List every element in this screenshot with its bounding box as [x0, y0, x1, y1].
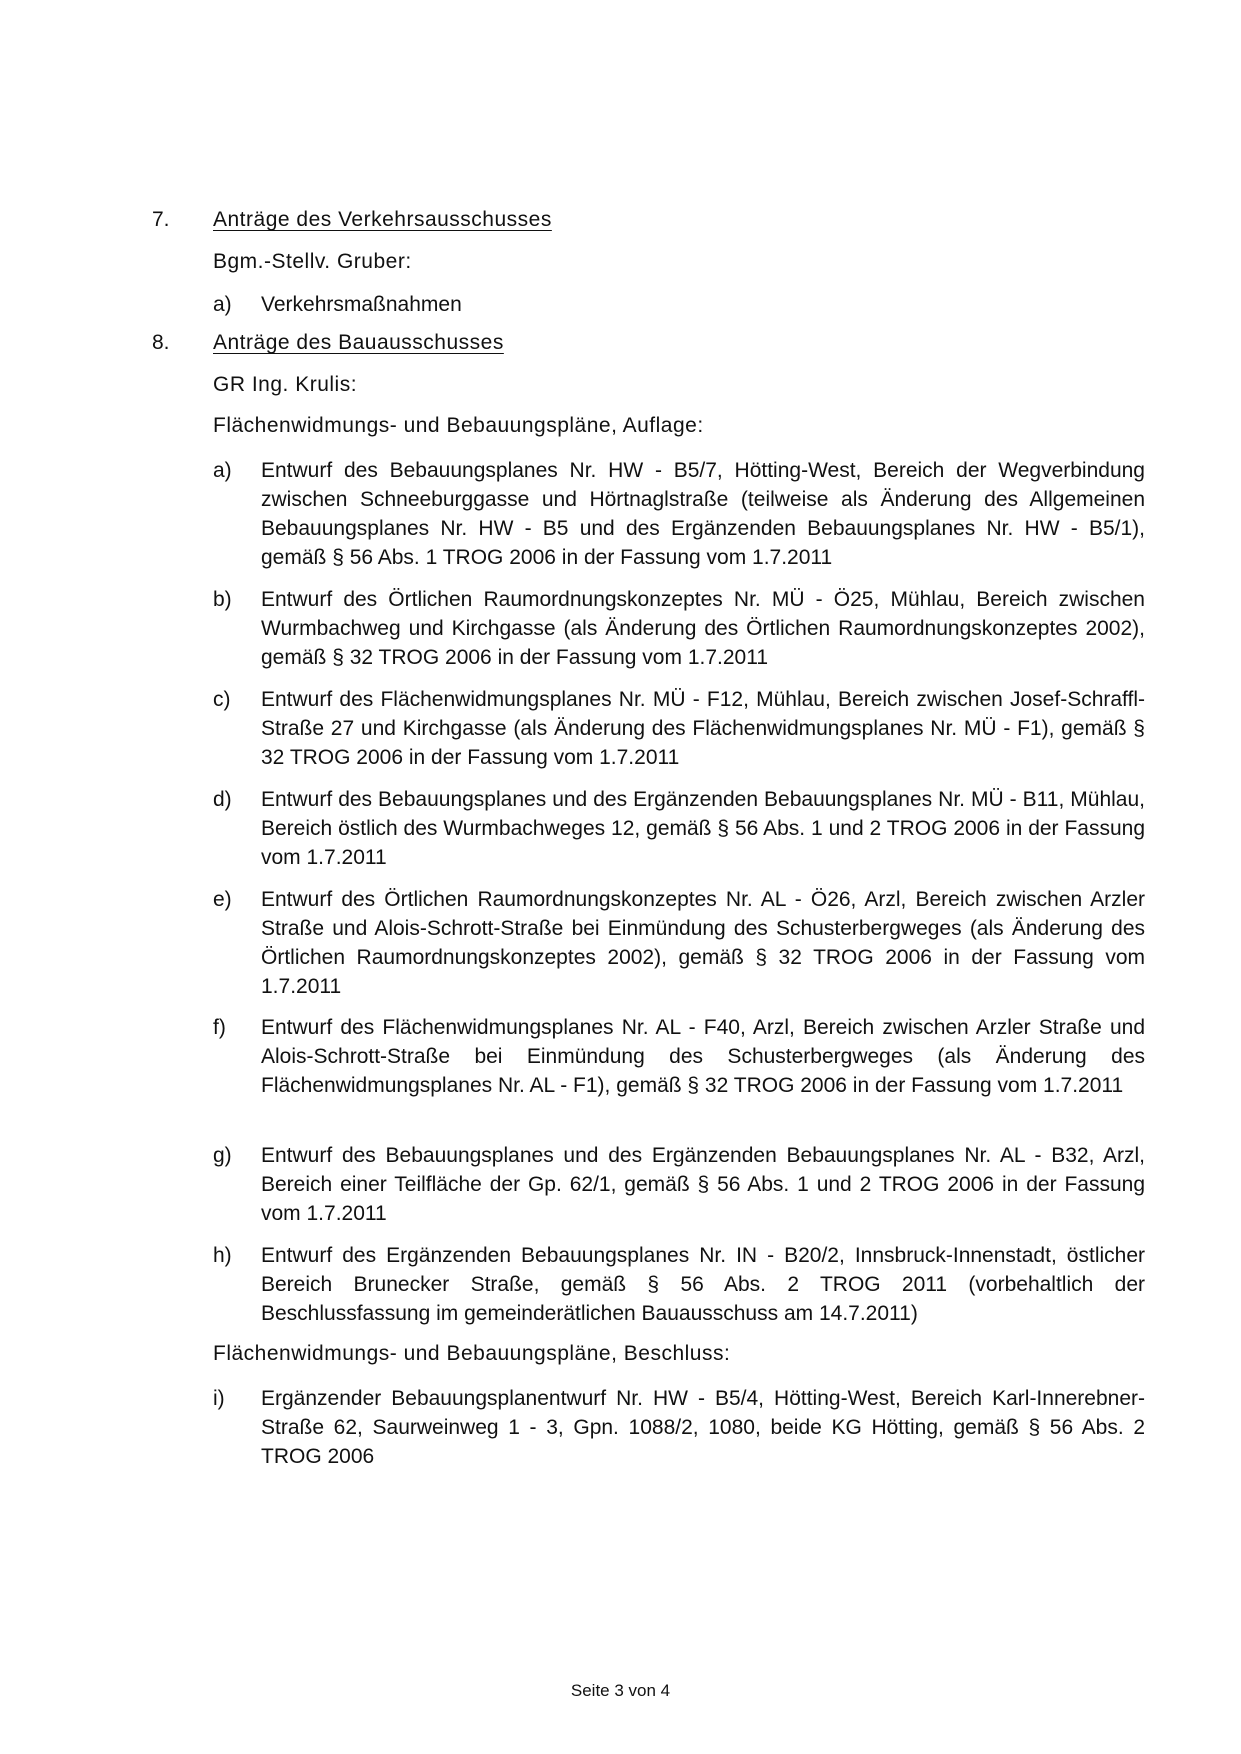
- item-text: Entwurf des Flächenwidmungsplanes Nr. AL - F40, Arzl, Bereich zwischen Arzler Straße und Alois-Schrott-Straße bei Einmündung des Schusterbergweges (als Änderung des Flächenwidmungsplanes Nr. AL - F1), gemäß § 32 TROG 2006 in der Fassung vom 1.7.2011: [261, 1016, 1145, 1097]
- item-text: Entwurf des Ergänzenden Bebauungsplanes Nr. IN - B20/2, Innsbruck-Innenstadt, östlicher Bereich Brunecker Straße, gemäß § 56 Abs. 2 TROG 2011 (vorbehaltlich der Beschlussfassung im gemeinderätlichen Bauausschuss am 14.7.2011): [261, 1244, 1145, 1325]
- item-label: a): [213, 459, 232, 482]
- section-7-speaker: Bgm.-Stellv. Gruber:: [213, 250, 412, 273]
- item-text: Entwurf des Bebauungsplanes Nr. HW - B5/7, Hötting-West, Bereich der Wegverbindung zwischen Schneeburggasse und Hörtnaglstraße (teilweise als Änderung des Allgemeinen Bebauungsplanes Nr. HW - B5 und des Ergänzenden Bebauungsplanes Nr. HW - B5/1), gemäß § 56 Abs. 1 TROG 2006 in der Fassung vom 1.7.2011: [261, 459, 1145, 569]
- section-7-title: Anträge des Verkehrsausschusses: [213, 208, 552, 231]
- section-7-number: 7.: [152, 208, 170, 231]
- item-text: Verkehrsmaßnahmen: [261, 293, 462, 316]
- section-8-speaker: GR Ing. Krulis:: [213, 373, 358, 396]
- subheading-beschluss: Flächenwidmungs- und Bebauungspläne, Beschluss:: [213, 1342, 731, 1365]
- item-label: b): [213, 588, 232, 611]
- section-8-number: 8.: [152, 331, 170, 354]
- page-number: Seite 3 von 4: [570, 1681, 671, 1700]
- item-label: g): [213, 1144, 232, 1167]
- section-8-title: Anträge des Bauausschusses: [213, 331, 504, 354]
- item-label: i): [213, 1387, 225, 1410]
- item-text: Entwurf des Flächenwidmungsplanes Nr. MÜ - F12, Mühlau, Bereich zwischen Josef-Schraffl-Straße 27 und Kirchgasse (als Änderung des Flächenwidmungsplanes Nr. MÜ - F1), gemäß § 32 TROG 2006 in der Fassung vom 1.7.2011: [261, 688, 1145, 769]
- item-text: Entwurf des Örtlichen Raumordnungskonzeptes Nr. AL - Ö26, Arzl, Bereich zwischen Arzler Straße und Alois-Schrott-Straße bei Einmündung des Schusterbergweges (als Änderung des Örtlichen Raumordnungskonzeptes 2002), gemäß § 32 TROG 2006 in der Fassung vom 1.7.2011: [261, 888, 1145, 998]
- item-label: c): [213, 688, 231, 711]
- item-text: Entwurf des Örtlichen Raumordnungskonzeptes Nr. MÜ - Ö25, Mühlau, Bereich zwischen Wurmbachweg und Kirchgasse (als Änderung des Örtlichen Raumordnungskonzeptes 2002), gemäß § 32 TROG 2006 in der Fassung vom 1.7.2011: [261, 588, 1145, 669]
- item-label: h): [213, 1244, 232, 1267]
- item-text: Ergänzender Bebauungsplanentwurf Nr. HW - B5/4, Hötting-West, Bereich Karl-Innerebner-Straße 62, Saurweinweg 1 - 3, Gpn. 1088/2, 1080, beide KG Hötting, gemäß § 56 Abs. 2 TROG 2006: [261, 1387, 1145, 1468]
- item-text: Entwurf des Bebauungsplanes und des Ergänzenden Bebauungsplanes Nr. MÜ - B11, Mühlau, Bereich östlich des Wurmbachweges 12, gemäß § 56 Abs. 1 und 2 TROG 2006 in der Fassung vom 1.7.2011: [261, 788, 1145, 869]
- item-text: Entwurf des Bebauungsplanes und des Ergänzenden Bebauungsplanes Nr. AL - B32, Arzl, Bereich einer Teilfläche der Gp. 62/1, gemäß § 56 Abs. 1 und 2 TROG 2006 in der Fassung vom 1.7.2011: [261, 1144, 1145, 1225]
- item-label: d): [213, 788, 232, 811]
- item-label: a): [213, 293, 232, 316]
- item-label: f): [213, 1016, 226, 1039]
- item-label: e): [213, 888, 232, 911]
- subheading-auflage: Flächenwidmungs- und Bebauungspläne, Auflage:: [213, 414, 704, 437]
